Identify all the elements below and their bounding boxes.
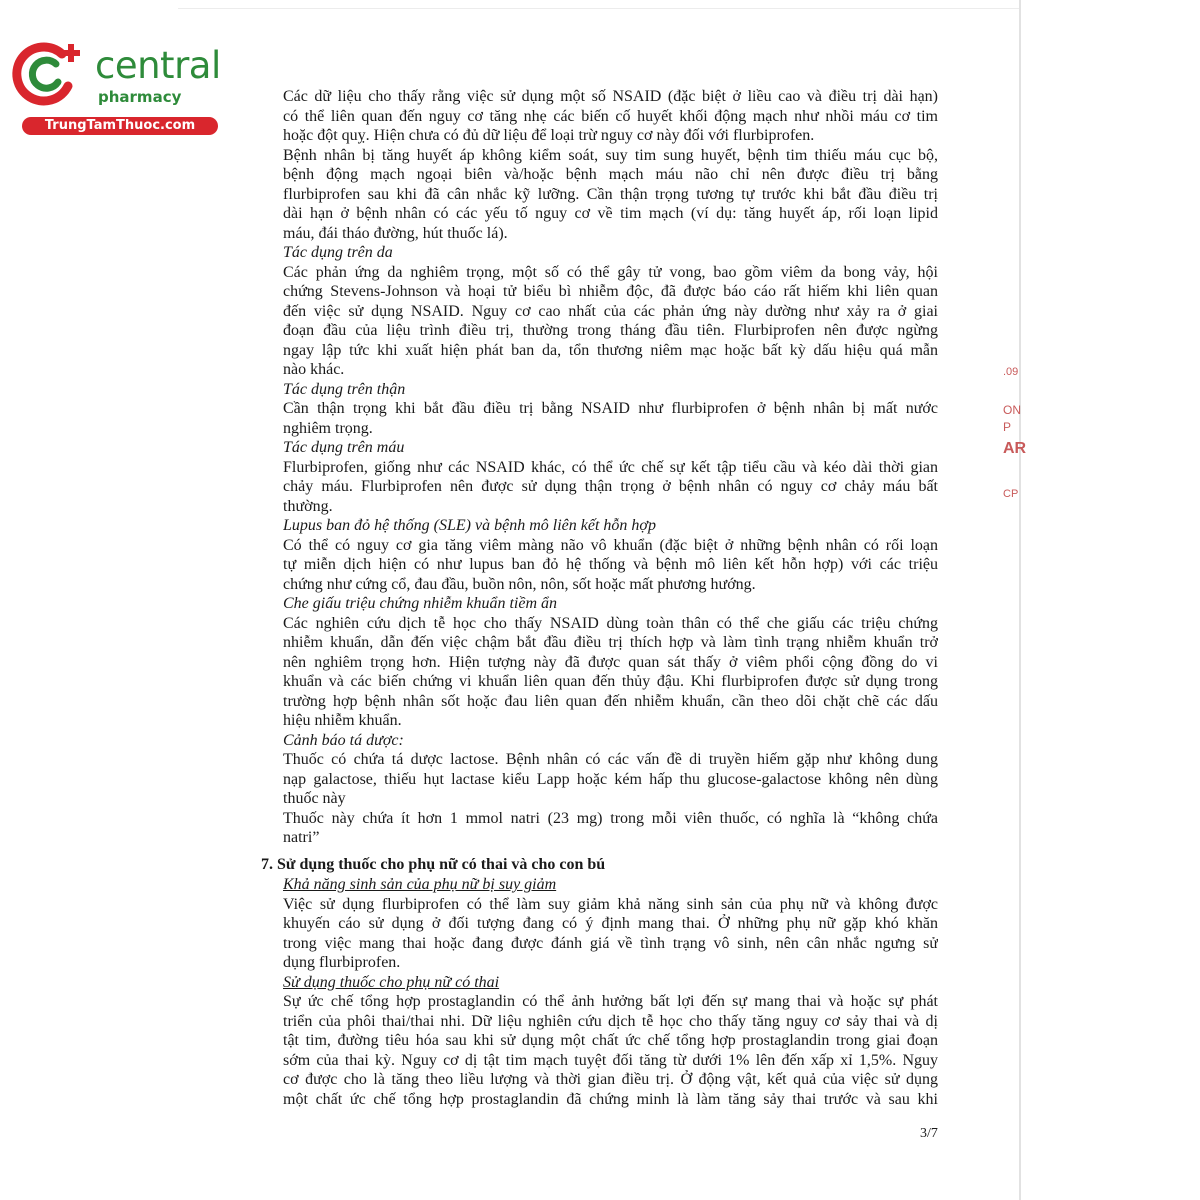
section-7-heading: 7. Sử dụng thuốc cho phụ nữ có thai và cho con bú bbox=[261, 856, 606, 873]
text-line: thường. bbox=[283, 497, 333, 515]
text-line: natri” bbox=[283, 829, 320, 846]
text-line: nhiễm khuẩn, dẫn đến việc chậm bắt đầu điều trị thích hợp và làm tình trạng nhiễm khuẩn trở bbox=[283, 634, 938, 651]
stamp-fragment: P bbox=[1003, 420, 1012, 434]
text-line: khuyến cáo sử dụng ở đối tượng đang có ý định mang thai. Ở những phụ nữ gặp khó khăn bbox=[283, 915, 938, 932]
subheading: Lupus ban đỏ hệ thống (SLE) và bệnh mô liên kết hỗn hợp bbox=[283, 517, 656, 534]
text-line: Thuốc có chứa tá dược lactose. Bệnh nhân có các vấn đề di truyền hiếm gặp như không dung bbox=[283, 751, 938, 768]
logo-subtitle: pharmacy bbox=[98, 88, 182, 106]
subheading: Tác dụng trên thận bbox=[283, 380, 406, 398]
text-line: hiệu nhiễm khuẩn. bbox=[283, 712, 402, 729]
subheading: Tác dụng trên máu bbox=[283, 439, 405, 456]
text-line: Thuốc này chứa ít hơn 1 mmol natri (23 mg) trong mỗi viên thuốc, có nghĩa là “không chứa bbox=[283, 809, 938, 827]
text-line: trường hợp bệnh nhân sốt hoặc đau liên quan đến nhiễm khuẩn, cần theo dõi chặt chẽ các dấu bbox=[283, 692, 938, 710]
text-line: Việc sử dụng flurbiprofen có thể làm suy giảm khả năng sinh sản của phụ nữ và không được bbox=[283, 895, 938, 913]
text-line: cơ được cho là tăng theo liều lượng và thời gian điều trị. Ở động vật, kết quả của việc sử dụng bbox=[283, 1071, 938, 1088]
text-line: Sự ức chế tổng hợp prostaglandin có thể ảnh hưởng bất lợi đến sự mang thai và hoặc sự phát bbox=[283, 993, 938, 1010]
section-7-body bbox=[283, 875, 938, 1109]
text-line: tật tim, đường tiêu hóa sau khi sử dụng một chất ức chế tổng hợp prostaglandin trong giai đoạn bbox=[283, 1032, 938, 1049]
text-line: trong việc mang thai hoặc đang được đánh giá về tình trạng vô sinh, nên cân nhắc ngưng sử bbox=[283, 934, 938, 952]
text-line: triển của phôi thai/thai nhi. Dữ liệu nghiên cứu dịch tễ học cho thấy tăng nguy cơ sảy thai và dị bbox=[283, 1012, 938, 1030]
stamp-fragment: .09 bbox=[1003, 366, 1019, 378]
text-line: máu, đái tháo đường, hút thuốc lá). bbox=[283, 224, 508, 242]
text-line: nạp galactose, thiếu hụt lactase kiểu Lapp hoặc kém hấp thu glucose-galactose không nên dùng bbox=[283, 770, 938, 788]
logo-name: central bbox=[95, 44, 221, 87]
stamp-fragment: ON bbox=[1003, 403, 1021, 417]
subheading: Khả năng sinh sản của phụ nữ bị suy giảm bbox=[283, 876, 557, 893]
text-line: chứng Stevens-Johnson và hoại tử biểu bì nhiễm độc, đã được báo cáo rất hiếm khi liên quan bbox=[283, 283, 938, 300]
stamp-fragment: CP bbox=[1003, 488, 1019, 500]
text-line: thuốc này bbox=[283, 790, 346, 807]
logo-mark-icon bbox=[10, 38, 90, 108]
subheading: Che giấu triệu chứng nhiễm khuẩn tiềm ẩn bbox=[283, 595, 558, 612]
text-line: một chất ức chế tổng hợp prostaglandin đã chứng minh là làm tăng sảy thai trước và sau khi bbox=[283, 1090, 938, 1108]
text-line: có thể liên quan đến nguy cơ tăng nhẹ các biến cố huyết khối động mạch như nhồi máu cơ tim bbox=[283, 107, 938, 125]
page-number: 3/7 bbox=[920, 1126, 938, 1141]
text-line: tự miễn dịch hiện có như lupus ban đỏ hệ thống và bệnh mô liên kết hỗn hợp) với các triệu bbox=[283, 556, 938, 573]
text-line: flurbiprofen sau khi đã cân nhắc kỹ lưỡng. Cần thận trọng tương tự trước khi bắt đầu điều trị bbox=[283, 185, 938, 203]
subheading: Tác dụng trên da bbox=[283, 244, 393, 261]
pharmacy-logo[interactable] bbox=[10, 38, 220, 138]
text-line: nên nghiêm trọng hơn. Hiện tượng này đã được quan sát thấy ở viêm phổi cộng đồng do vi bbox=[283, 653, 938, 671]
text-line: Flurbiprofen, giống như các NSAID khác, có thể ức chế sự kết tập tiểu cầu và kéo dài thời gian bbox=[283, 458, 938, 476]
text-line: Cần thận trọng khi bắt đầu điều trị bằng NSAID như flurbiprofen ở bệnh nhân bị mất nước bbox=[283, 400, 938, 417]
text-line: đến việc sử dụng NSAID. Nguy cơ cao nhất của các phản ứng này dường như xảy ra ở giai bbox=[283, 302, 938, 320]
page-right-edge bbox=[1019, 0, 1021, 1200]
text-line: đoạn đầu của liệu trình điều trị, thường trong tháng đầu tiên. Flurbiprofen nên được ngừng bbox=[283, 322, 938, 339]
text-line: Bệnh nhân bị tăng huyết áp không kiểm soát, suy tim sung huyết, bệnh tim thiếu máu cục bộ, bbox=[283, 146, 938, 164]
text-line: ngay lập tức khi xuất hiện phát ban da, tổn thương niêm mạc hoặc bất kỳ dấu hiệu quá mẫn bbox=[283, 341, 938, 359]
page-top-edge bbox=[178, 8, 1020, 9]
text-line: dụng flurbiprofen. bbox=[283, 954, 401, 971]
text-line: Các phản ứng da nghiêm trọng, một số có thể gây tử vong, bao gồm viêm da bong vảy, hội bbox=[283, 263, 938, 281]
text-line: Có thể có nguy cơ gia tăng viêm màng não vô khuẩn (đặc biệt ở những bệnh nhân có rối loạn bbox=[283, 536, 938, 554]
text-line: hoặc đột quỵ. Hiện chưa có đủ dữ liệu để loại trừ nguy cơ này đối với flurbiprofen. bbox=[283, 127, 815, 144]
text-line: chảy máu. Flurbiprofen nên được sử dụng thận trọng ở bệnh nhân có nguy cơ chảy máu bất bbox=[283, 478, 938, 495]
text-line: khuẩn và các biến chứng vi khuẩn liên quan đến thủy đậu. Khi flurbiprofen được sử dụng trong bbox=[283, 673, 938, 690]
subheading: Sử dụng thuốc cho phụ nữ có thai bbox=[283, 973, 500, 991]
subheading: Cảnh báo tá dược: bbox=[283, 731, 404, 749]
text-line: bệnh động mạch ngoại biên và/hoặc bệnh mạch máu não chỉ nên được điều trị bằng bbox=[283, 166, 938, 183]
text-line: nghiêm trọng. bbox=[283, 419, 373, 437]
document-body bbox=[283, 87, 938, 848]
text-line: Các dữ liệu cho thấy rằng việc sử dụng một số NSAID (đặc biệt ở liều cao và điều trị dài hạn) bbox=[283, 88, 938, 105]
text-line: chứng như cứng cổ, đau đầu, buồn nôn, nôn, sốt hoặc mất phương hướng. bbox=[283, 575, 756, 593]
text-line: Các nghiên cứu dịch tễ học cho thấy NSAID dùng toàn thân có thể che giấu các triệu chứng bbox=[283, 614, 938, 632]
stamp-fragment: AR bbox=[1003, 440, 1027, 457]
text-line: dài hạn ở bệnh nhân có các yếu tố nguy cơ về tim mạch (ví dụ: tăng huyết áp, rối loạn lipid bbox=[283, 205, 938, 222]
logo-url-badge[interactable]: TrungTamThuoc.com bbox=[22, 117, 218, 135]
text-line: sớm của thai kỳ. Nguy cơ dị tật tim mạch tuyệt đối tăng từ dưới 1% lên đến xấp xỉ 1,5%. Nguy bbox=[283, 1051, 938, 1069]
text-line: nào khác. bbox=[283, 361, 345, 378]
